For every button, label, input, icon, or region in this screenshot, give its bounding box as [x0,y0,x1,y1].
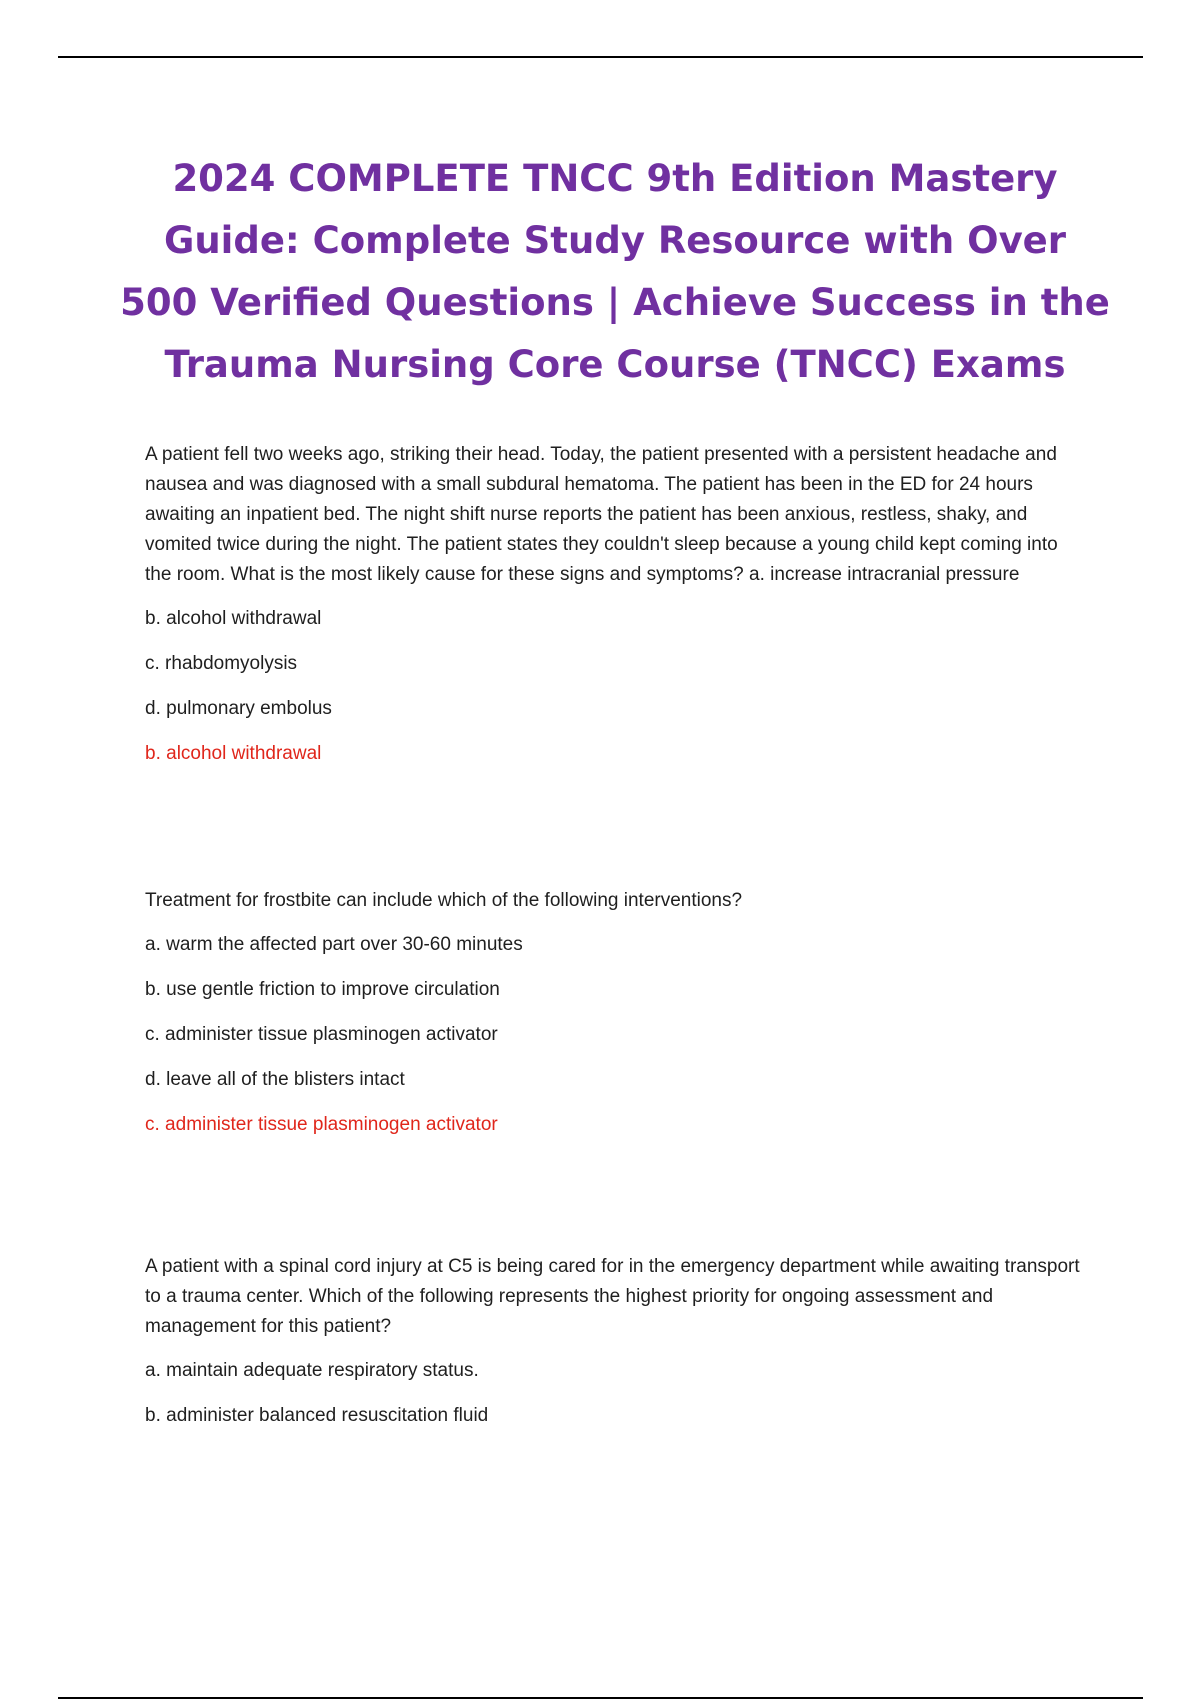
option-c: c. administer tissue plasminogen activator [145,1024,498,1045]
option-b: b. administer balanced resuscitation fluid [145,1405,489,1426]
spacer [145,1140,1080,1252]
question-2 [145,886,1080,1140]
top-rule [58,56,1143,58]
question-3 [145,1252,1080,1431]
spacer [145,769,1080,886]
option-b: b. use gentle friction to improve circulation [145,979,500,1000]
option-b: b. alcohol withdrawal [145,608,322,629]
question-text: A patient with a spinal cord injury at C5 is being cared for in the emergency department while awaiting transport to a trauma center. Which of the following represents the highest priority for ongoing assessment and management for this patient? [145,1256,1080,1337]
option-c: c. rhabdomyolysis [145,653,298,674]
answer-text: b. alcohol withdrawal [145,743,322,764]
question-list [145,440,1080,1446]
bottom-rule [58,1697,1143,1699]
question-1 [145,440,1080,769]
question-text: A patient fell two weeks ago, striking their head. Today, the patient presented with a persistent headache and nausea and was diagnosed with a small subdural hematoma. The patient has been in the ED for 24 hours awaiting an inpatient bed. The night shift nurse reports the patient has been anxious, restless, shaky, and vomited twice during the night. The patient states they couldn't sleep because a young child kept coming into the room. What is the most likely cause for these signs and symptoms? a. increase intracranial pressure [145,444,1058,585]
question-text: Treatment for frostbite can include which of the following interventions? [145,890,743,911]
answer-text: c. administer tissue plasminogen activator [145,1114,498,1135]
option-a: a. warm the affected part over 30-60 minutes [145,934,523,955]
option-a: a. maintain adequate respiratory status. [145,1360,479,1381]
option-d: d. leave all of the blisters intact [145,1069,405,1090]
document-title: 2024 COMPLETE TNCC 9th Edition Mastery Guide: Complete Study Resource with Over 500 Verified Questions | Achieve Success in the Trauma Nursing Core Course (TNCC) Exams [120,157,1110,386]
option-d: d. pulmonary embolus [145,698,332,719]
